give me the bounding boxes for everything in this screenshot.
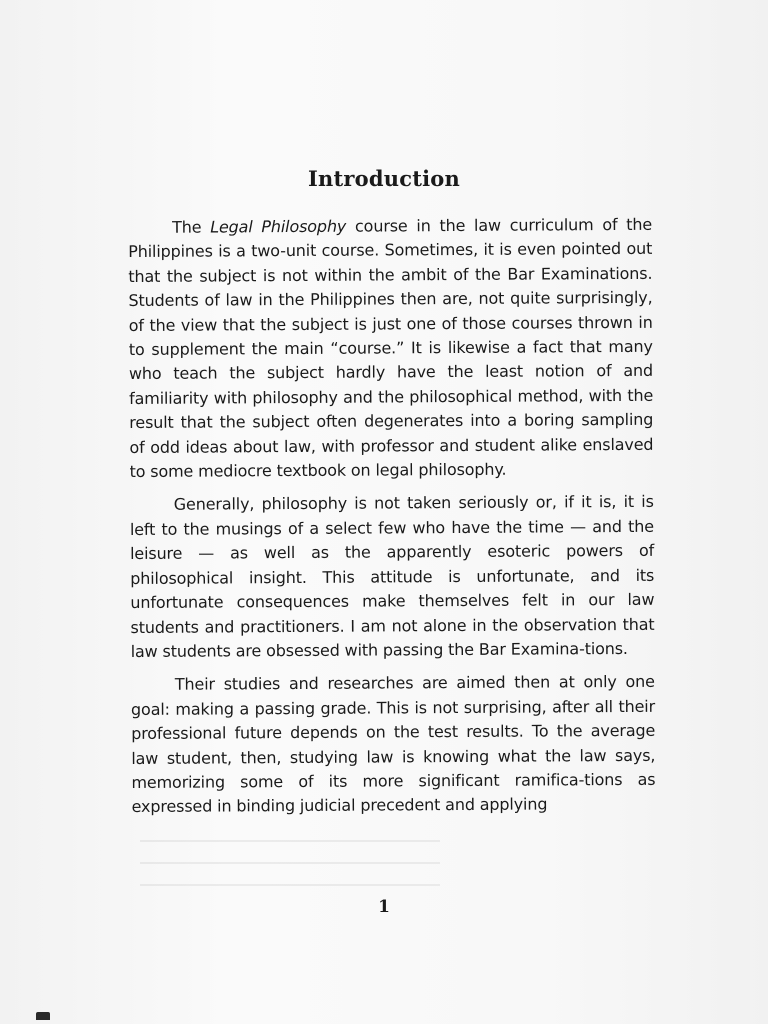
show-through-shadow <box>140 840 440 900</box>
paragraph-1-lead: The <box>172 217 211 237</box>
scan-corner-mark <box>36 1012 50 1020</box>
paragraph-3: Their studies and researches are aimed then at only one goal: making a passing grade. This is not surprising, after all their professional future depends on the test results. To the average law student, then, studying law is knowing what the law says, memorizing some of its more significant ramifica-tions as expressed in binding judicial precedent and applying <box>130 672 656 817</box>
paragraph-1 <box>128 213 654 485</box>
chapter-title: Introduction <box>308 166 460 191</box>
body-text <box>128 213 656 820</box>
paragraph-1-rest: course in the law curriculum of the Philippines is a two-unit course. Sometimes, it is even pointed out that the subject is not within the ambit of the Bar Examinations. Students of law in the Philippines then are, not quite surprisingly, of the view that the subject is just one of those courses thrown in to supplement the main “course.” It is likewise a fact that many who teach the subject hardly have the least notion of and familiarity with philosophy and the philosophical method, with the result that the subject often degenerates into a boring sampling of odd ideas about law, with professor and student alike enslaved to some mediocre textbook on legal philosophy. <box>128 214 654 482</box>
course-title-italic: Legal Philosophy <box>210 216 347 237</box>
paragraph-2: Generally, philosophy is not taken seriously or, if it is, it is left to the musings of a select few who have the time — and the leisure — as well as the apparently esoteric powers of philosophical insight. This attitude is unfortunate, and its unfortunate consequences make themselves felt in our law students and practitioners. I am not alone in the observation that law students are obsessed with passing the Bar Examina-tions. <box>129 492 655 661</box>
page-number: 1 <box>378 897 390 917</box>
